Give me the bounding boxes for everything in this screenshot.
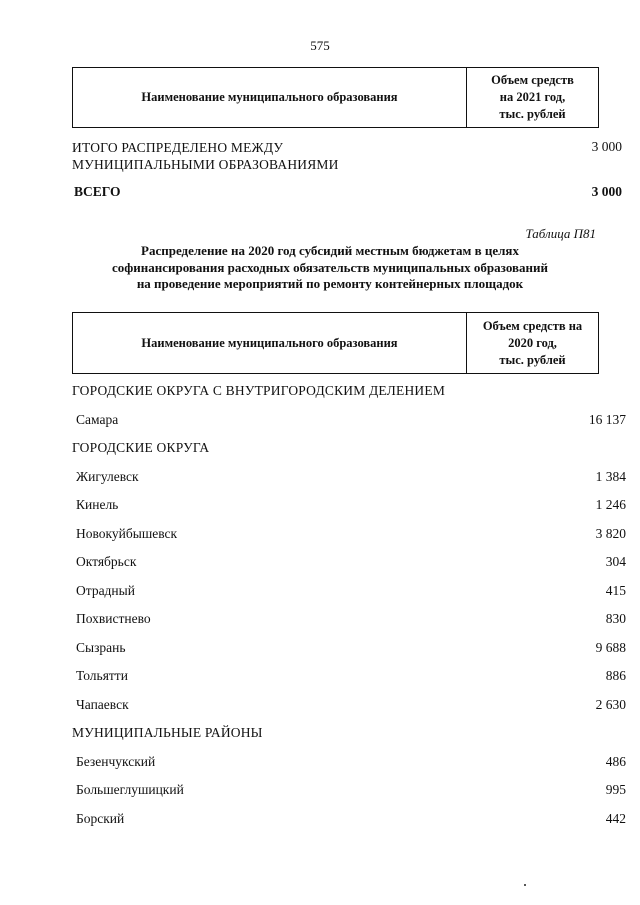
municipality-name: Сызрань: [76, 640, 126, 655]
group-title: ГОРОДСКИЕ ОКРУГА С ВНУТРИГОРОДСКИМ ДЕЛЕНИЕМ: [72, 383, 446, 398]
municipality-name: Жигулевск: [76, 469, 139, 484]
amount-value: 1 384: [595, 469, 626, 484]
table-caption-line: софинансирования расходных обязательств муниципальных образований: [112, 259, 548, 275]
distributed-total-label-line: МУНИЦИПАЛЬНЫМИ ОБРАЗОВАНИЯМИ: [72, 157, 339, 172]
amount-value: 2 630: [595, 697, 626, 712]
municipality-name: Тольятти: [76, 668, 128, 683]
amount-value: 830: [605, 611, 626, 626]
distributed-total-label-line: ИТОГО РАСПРЕДЕЛЕНО МЕЖДУ: [72, 140, 284, 155]
table-caption-line: Распределение на 2020 год субсидий местным бюджетам в целях: [141, 243, 519, 258]
column-header-amount: [467, 313, 599, 374]
column-header-amount: [467, 68, 599, 128]
group-title: МУНИЦИПАЛЬНЫЕ РАЙОНЫ: [72, 725, 263, 740]
scan-speck: [524, 884, 526, 886]
amount-value: 16 137: [588, 412, 626, 427]
table-label: Таблица П81: [525, 226, 596, 241]
municipality-name: Самара: [76, 412, 119, 427]
amount-value: 442: [605, 811, 626, 826]
table-caption-line: на проведение мероприятий по ремонту контейнерных площадок: [136, 276, 524, 291]
amount-value: 886: [605, 668, 626, 683]
column-header-name: Наименование муниципального образования: [73, 313, 467, 374]
amount-value: 304: [605, 554, 626, 569]
column-header-amount-line: на 2021 год,: [499, 90, 566, 104]
column-header-name: Наименование муниципального образования: [73, 68, 467, 128]
municipality-name: Безенчукский: [76, 754, 156, 769]
municipality-name: Отрадный: [76, 583, 135, 598]
municipality-name: Борский: [76, 811, 125, 826]
table-header-2021: [72, 67, 599, 128]
page-number: 575: [310, 38, 330, 53]
municipality-name: Чапаевск: [76, 697, 129, 712]
amount-value: 3 820: [595, 526, 626, 541]
distributed-total-value: 3 000: [591, 139, 622, 154]
amount-value: 1 246: [595, 497, 626, 512]
group-title: ГОРОДСКИЕ ОКРУГА: [72, 440, 210, 455]
grand-total-label: ВСЕГО: [74, 184, 121, 199]
municipality-name: Кинель: [76, 497, 119, 512]
column-header-amount-line: Объем средств на: [482, 318, 583, 333]
grand-total-value: 3 000: [591, 184, 622, 199]
column-header-amount-line: Объем средств: [491, 73, 574, 87]
column-header-amount-line: тыс. рублей: [499, 107, 566, 121]
table-caption: [60, 243, 600, 293]
amount-value: 415: [605, 583, 626, 598]
column-header-amount-line: тыс. рублей: [499, 352, 566, 367]
municipality-name: Похвистнево: [76, 611, 151, 626]
municipality-name: Новокуйбышевск: [76, 526, 178, 541]
amount-value: 995: [605, 782, 626, 797]
distributed-total-label: [72, 139, 339, 173]
column-header-amount-line: 2020 год,: [508, 335, 557, 350]
municipality-name: Октябрьск: [76, 554, 137, 569]
amount-value: 486: [605, 754, 626, 769]
table-header-2020: [72, 312, 599, 374]
amount-value: 9 688: [595, 640, 626, 655]
municipality-name: Большеглушицкий: [76, 782, 184, 797]
